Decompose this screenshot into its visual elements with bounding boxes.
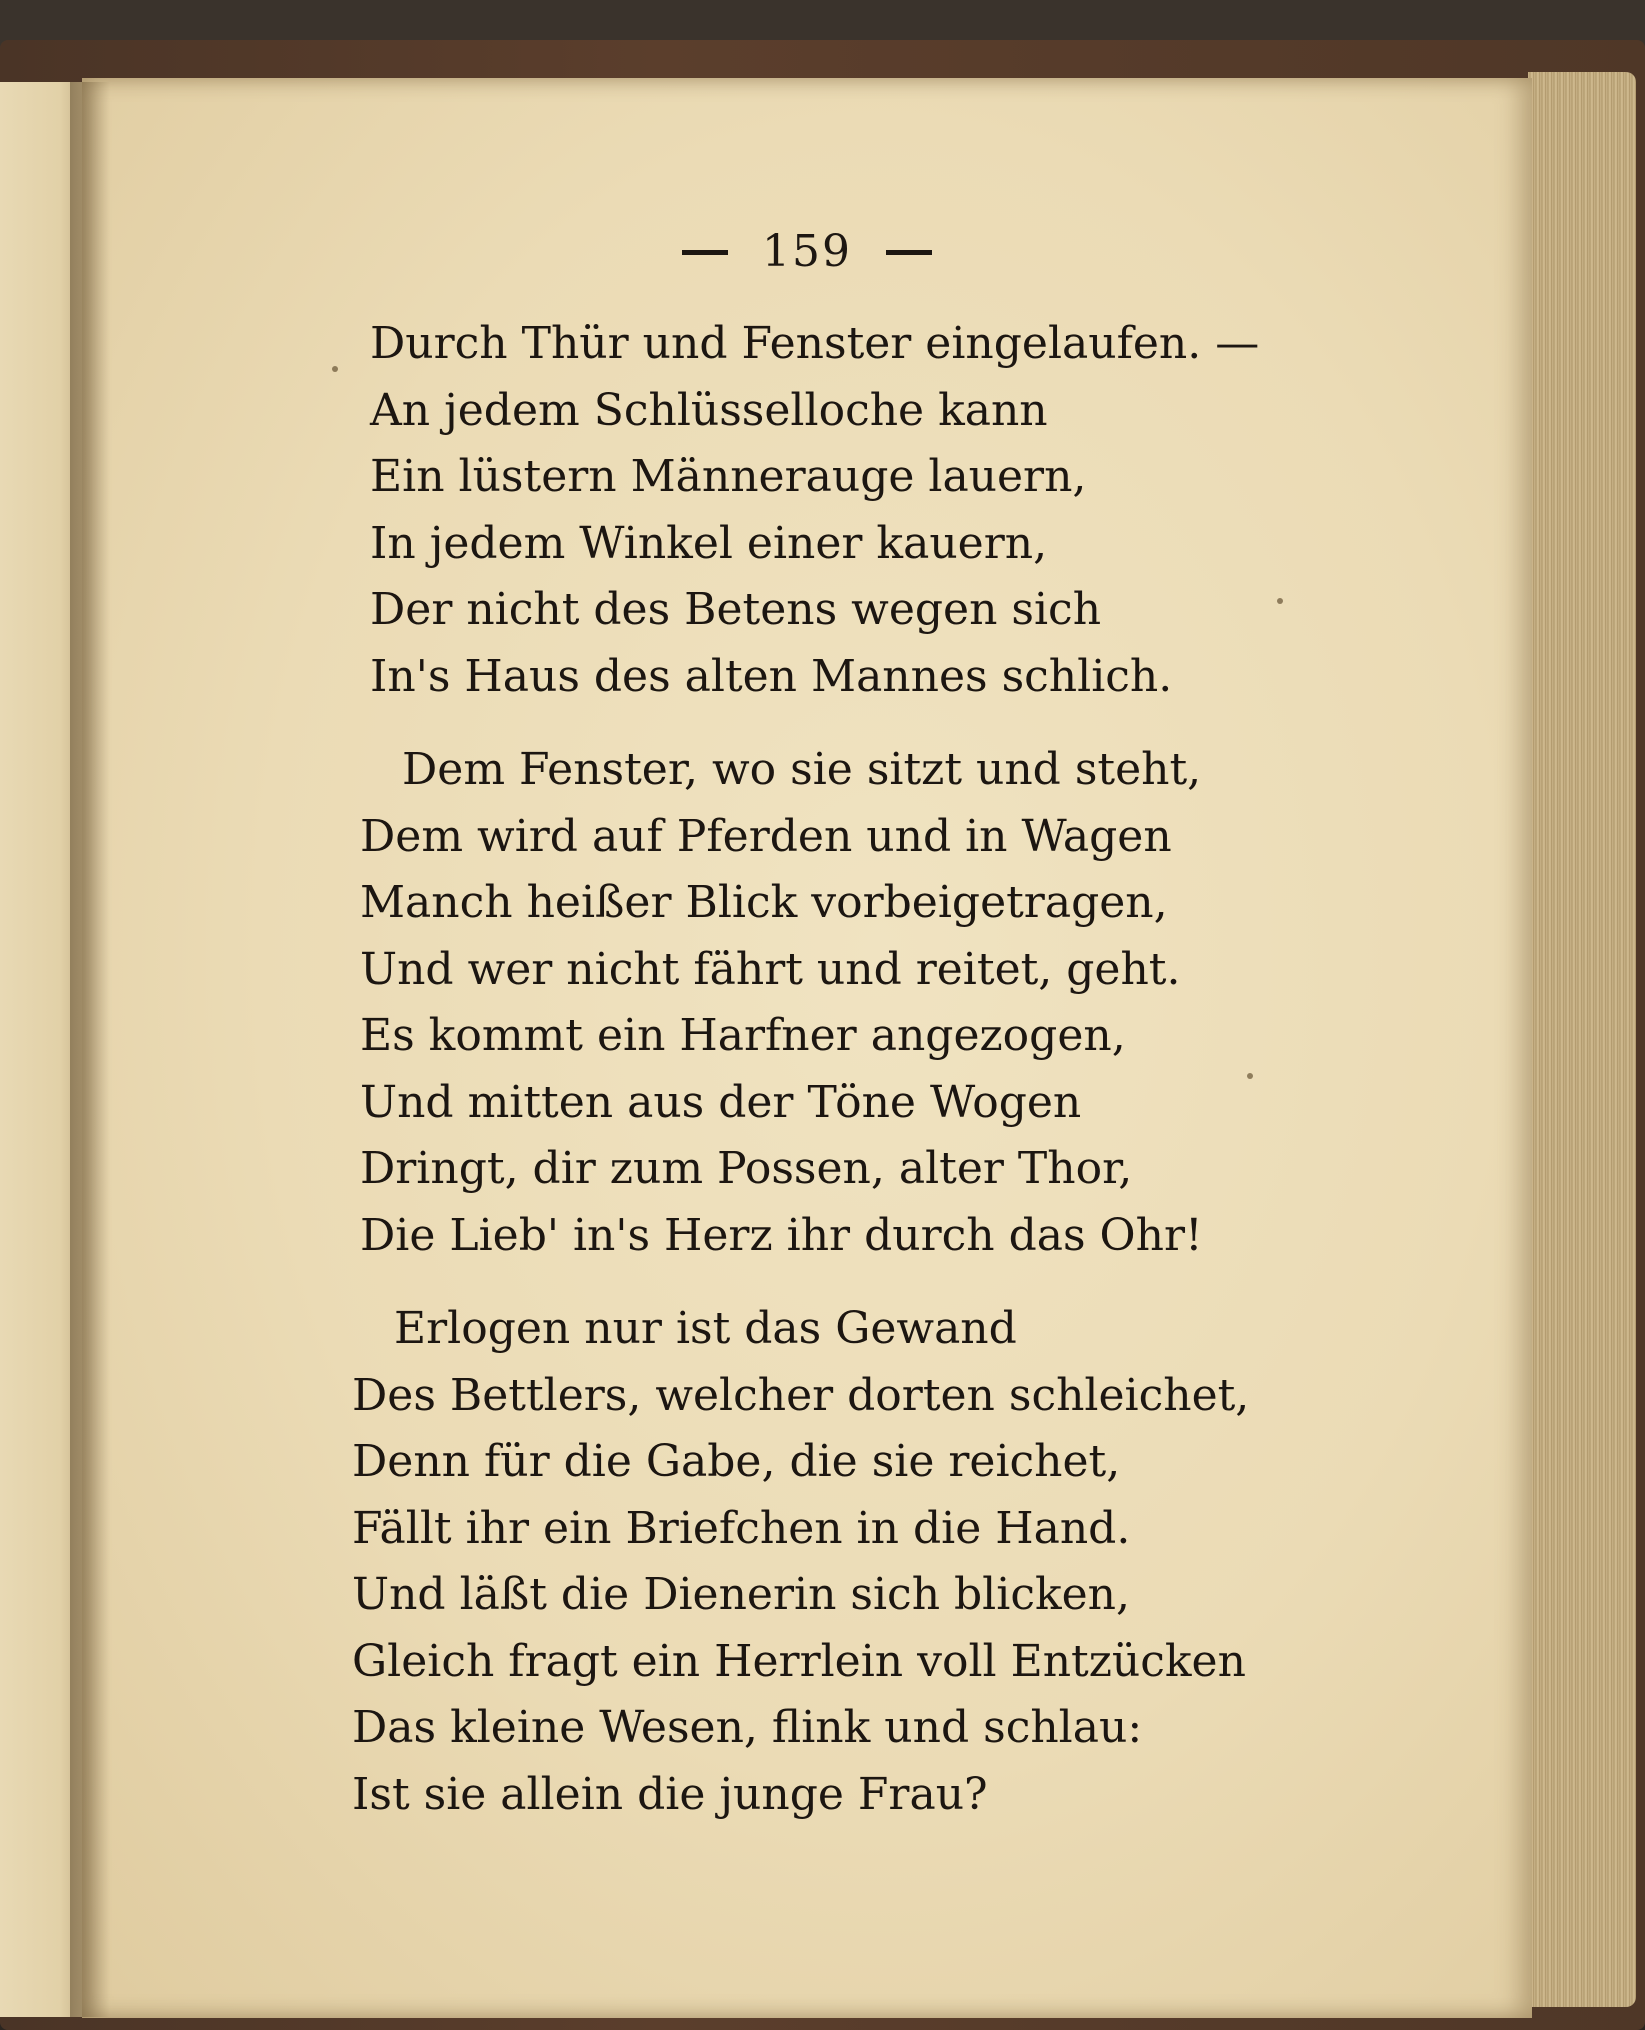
poem-line: Dem Fenster, wo sie sitzt und steht, [402,744,1202,795]
page-block-edges [1528,72,1636,2007]
page-number-left-dash [682,250,728,255]
paper-speck [1247,1073,1253,1079]
poem-line: Dringt, dir zum Possen, alter Thor, [360,1143,1133,1194]
poem-line: Denn für die Gabe, die sie reichet, [352,1436,1121,1487]
poem-line: Manch heißer Blick vorbeigetragen, [360,877,1168,928]
stanza-gap [352,710,1352,737]
book-page [82,78,1532,2018]
poem-line: Das kleine Wesen, flink und schlau: [352,1702,1143,1753]
page-number-value: 159 [762,226,852,277]
poem-line: Ist sie allein die junge Frau? [352,1768,988,1820]
poem-line: Durch Thür und Fenster eingelaufen. — [370,318,1260,369]
poem-line: Die Lieb' in's Herz ihr durch das Ohr! [360,1209,1203,1261]
poem-line: Und mitten aus der Töne Wogen [360,1076,1082,1128]
paper-speck [1277,598,1283,604]
poem-text [352,311,1352,1828]
poem-line: Gleich fragt ein Herrlein voll Entzücken [352,1635,1246,1687]
poem-line: Und wer nicht fährt und reitet, geht. [360,943,1181,995]
poem-line: An jedem Schlüsselloche kann [370,384,1048,436]
stanza-2 [360,737,1360,1269]
stanza-gap [352,1269,1352,1296]
poem-line: Der nicht des Betens wegen sich [370,584,1102,635]
gutter-shadow [70,82,110,2017]
page-number [82,226,1532,277]
page-number-right-dash [886,250,932,255]
poem-line: Ein lüstern Männerauge lauern, [370,451,1087,502]
stanza-1 [370,311,1370,710]
poem-line: Fällt ihr ein Briefchen in die Hand. [352,1502,1131,1554]
poem-line: Und läßt die Dienerin sich blicken, [352,1569,1130,1620]
poem-line: Erlogen nur ist das Gewand [394,1303,1017,1354]
poem-line: In's Haus des alten Mannes schlich. [370,650,1173,702]
poem-line: Dem wird auf Pferden und in Wagen [360,810,1172,862]
paper-speck [332,366,338,372]
stanza-3 [352,1296,1352,1828]
poem-line: Es kommt ein Harfner angezogen, [360,1010,1126,1061]
poem-line: In jedem Winkel einer kauern, [370,517,1048,569]
poem-line: Des Bettlers, welcher dorten schleichet, [352,1369,1250,1421]
